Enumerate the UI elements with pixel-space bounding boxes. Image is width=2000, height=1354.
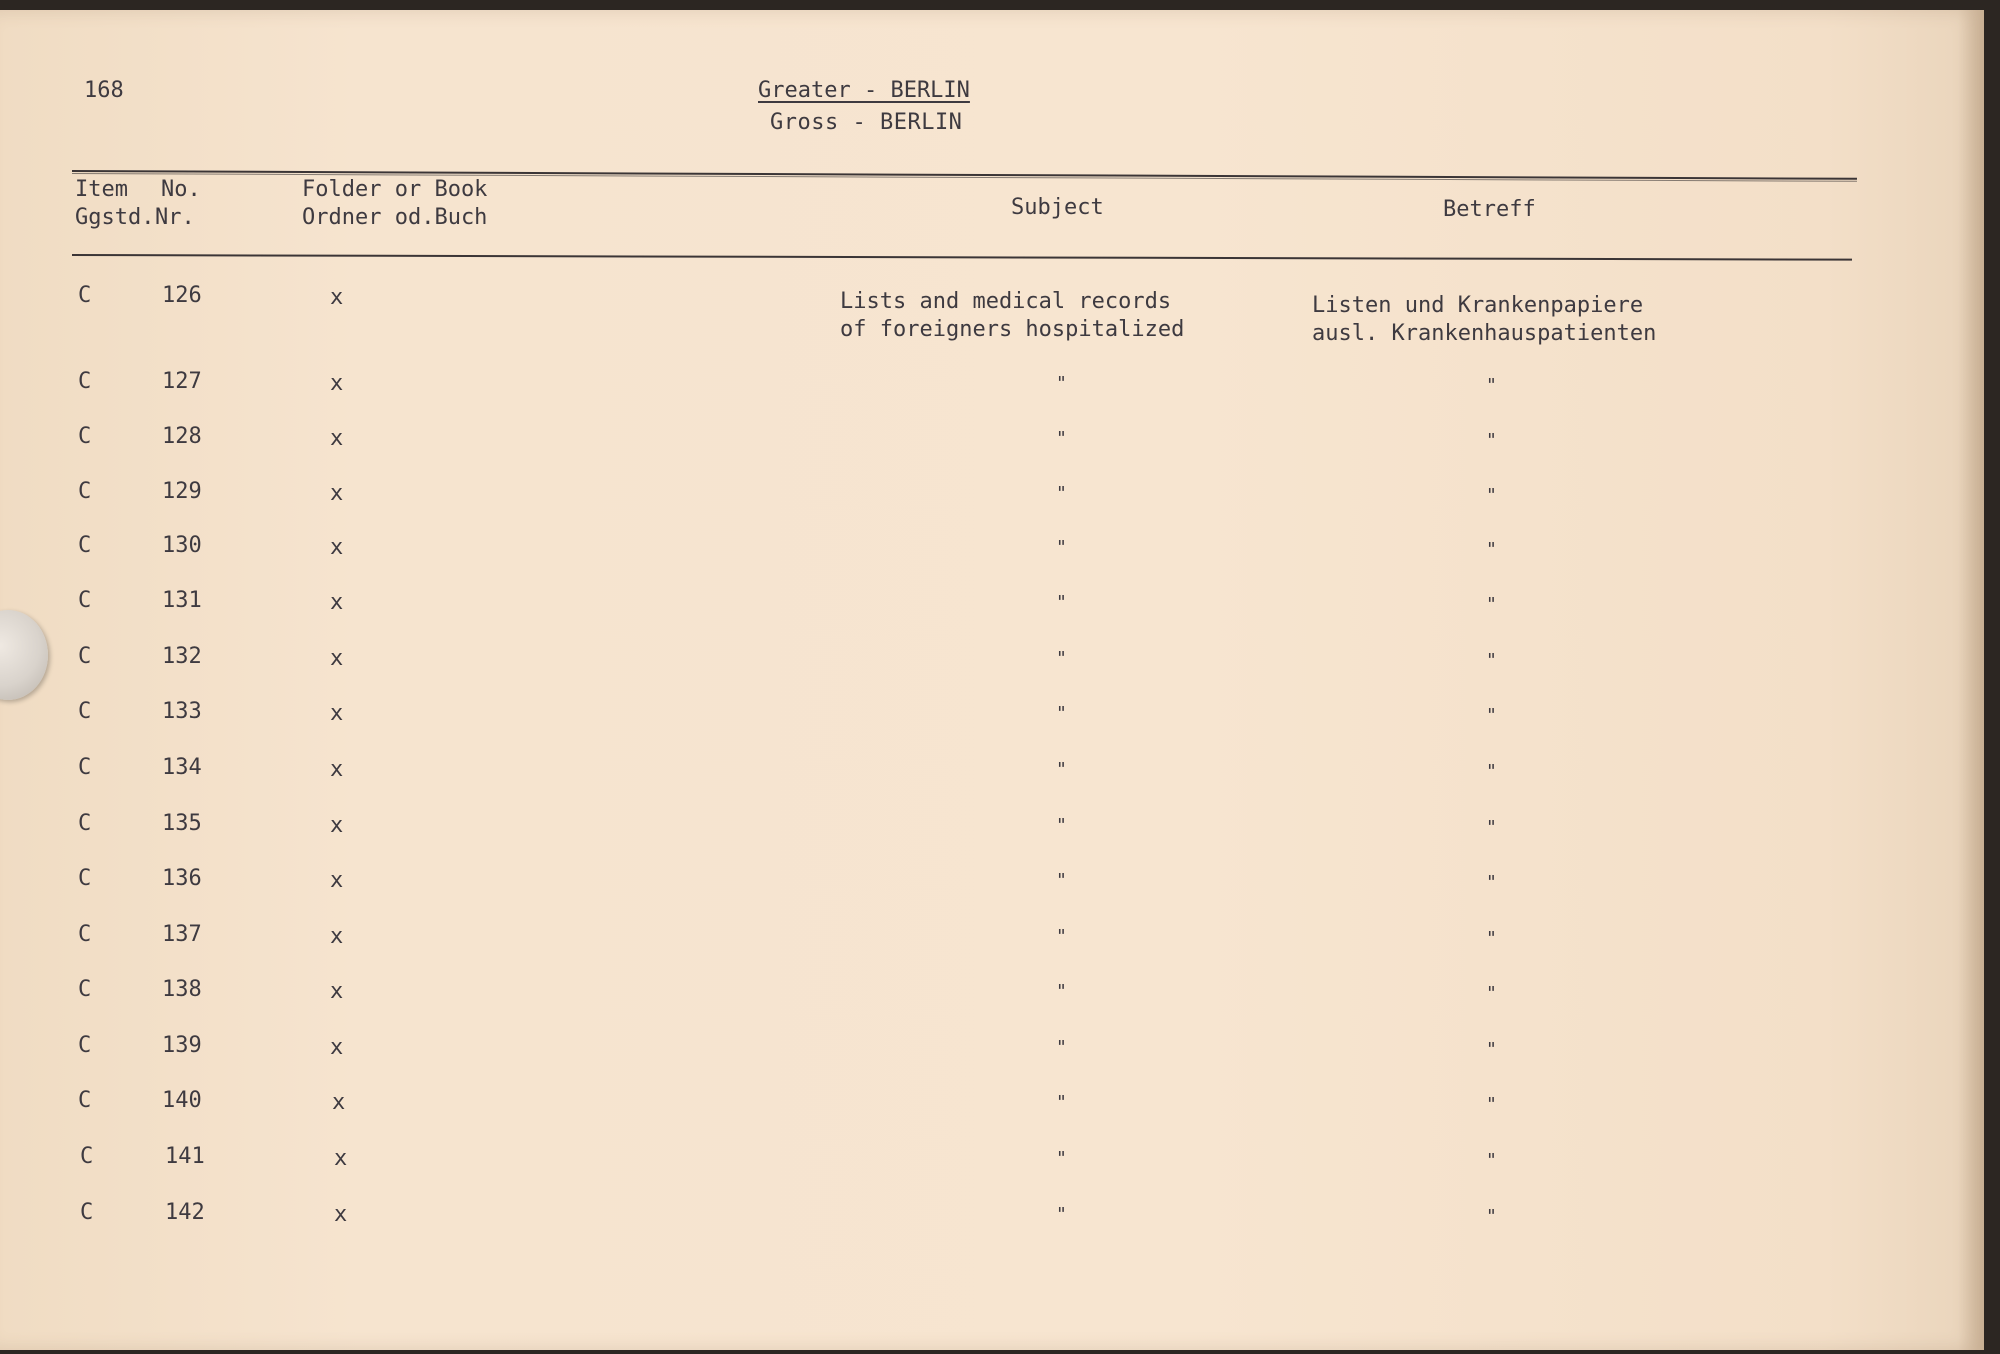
- document-page: [0, 10, 1984, 1350]
- cell-no: 128: [162, 424, 202, 449]
- cell-no: 131: [162, 588, 202, 613]
- cell-subject-ditto: ": [1056, 483, 1067, 504]
- cell-no: 135: [162, 811, 202, 836]
- cell-folder: x: [330, 371, 344, 396]
- cell-item: C: [78, 369, 92, 394]
- cell-subject-ditto: ": [1056, 428, 1067, 449]
- cell-betreff-ditto: ": [1486, 650, 1497, 671]
- header-bottom-rule: [72, 254, 1852, 261]
- cell-item: C: [78, 811, 92, 836]
- cell-folder: x: [330, 1035, 344, 1060]
- cell-item: C: [78, 283, 92, 308]
- cell-no: 133: [162, 699, 202, 724]
- page-subtitle: Gross - BERLIN: [770, 110, 963, 135]
- page-title: Greater - BERLIN: [758, 78, 970, 103]
- cell-folder: x: [330, 813, 344, 838]
- cell-betreff-ditto: ": [1486, 539, 1497, 560]
- cell-no: 127: [162, 369, 202, 394]
- cell-betreff-ditto: ": [1486, 375, 1497, 396]
- cell-betreff-ditto: ": [1486, 872, 1497, 893]
- cell-subject-line1: Lists and medical records: [840, 289, 1172, 314]
- cell-folder: x: [330, 285, 344, 310]
- header-folder-en: Folder or Book: [302, 177, 488, 202]
- cell-subject-ditto: ": [1056, 703, 1067, 724]
- cell-subject-ditto: ": [1056, 981, 1067, 1002]
- cell-item: C: [78, 922, 92, 947]
- cell-folder: x: [334, 1146, 348, 1171]
- cell-folder: x: [330, 426, 344, 451]
- cell-item: C: [78, 479, 92, 504]
- cell-betreff-ditto: ": [1486, 817, 1497, 838]
- cell-subject-ditto: ": [1056, 537, 1067, 558]
- header-folder-de: Ordner od.Buch: [302, 205, 488, 230]
- cell-folder: x: [334, 1202, 348, 1227]
- header-subject: Subject: [1011, 195, 1104, 220]
- cell-no: 140: [162, 1088, 202, 1113]
- cell-item: C: [78, 533, 92, 558]
- cell-item: C: [78, 588, 92, 613]
- cell-betreff-line1: Listen und Krankenpapiere: [1312, 293, 1644, 318]
- cell-betreff-ditto: ": [1486, 1206, 1497, 1227]
- cell-betreff-line2: ausl. Krankenhauspatienten: [1312, 321, 1657, 346]
- cell-no: 130: [162, 533, 202, 558]
- cell-item: C: [80, 1200, 94, 1225]
- cell-item: C: [78, 755, 92, 780]
- cell-item: C: [80, 1144, 94, 1169]
- cell-folder: x: [330, 924, 344, 949]
- cell-subject-ditto: ": [1056, 870, 1067, 891]
- cell-subject-ditto: ": [1056, 926, 1067, 947]
- header-no-de: Nr.: [155, 205, 195, 230]
- cell-folder: x: [330, 757, 344, 782]
- cell-no: 139: [162, 1033, 202, 1058]
- cell-item: C: [78, 424, 92, 449]
- cell-folder: x: [332, 1090, 346, 1115]
- cell-betreff-ditto: ": [1486, 594, 1497, 615]
- cell-no: 138: [162, 977, 202, 1002]
- cell-betreff-ditto: ": [1486, 430, 1497, 451]
- cell-betreff-ditto: ": [1486, 485, 1497, 506]
- cell-folder: x: [330, 701, 344, 726]
- cell-subject-ditto: ": [1056, 815, 1067, 836]
- cell-item: C: [78, 1088, 92, 1113]
- cell-item: C: [78, 977, 92, 1002]
- cell-betreff-ditto: ": [1486, 928, 1497, 949]
- cell-folder: x: [330, 535, 344, 560]
- cell-subject-ditto: ": [1056, 1148, 1067, 1169]
- header-item-en: Item: [75, 177, 128, 202]
- header-item-de: Ggstd.: [75, 205, 155, 230]
- cell-subject-ditto: ": [1056, 759, 1067, 780]
- cell-no: 129: [162, 479, 202, 504]
- cell-no: 134: [162, 755, 202, 780]
- cell-betreff-ditto: ": [1486, 1039, 1497, 1060]
- cell-folder: x: [330, 979, 344, 1004]
- cell-betreff-ditto: ": [1486, 1150, 1497, 1171]
- cell-subject-ditto: ": [1056, 1204, 1067, 1225]
- cell-item: C: [78, 866, 92, 891]
- cell-folder: x: [330, 590, 344, 615]
- header-betreff: Betreff: [1443, 197, 1536, 222]
- cell-no: 141: [165, 1144, 205, 1169]
- cell-subject-line2: of foreigners hospitalized: [840, 317, 1185, 342]
- cell-no: 142: [165, 1200, 205, 1225]
- cell-betreff-ditto: ": [1486, 705, 1497, 726]
- cell-folder: x: [330, 646, 344, 671]
- cell-betreff-ditto: ": [1486, 1094, 1497, 1115]
- cell-no: 136: [162, 866, 202, 891]
- cell-no: 137: [162, 922, 202, 947]
- cell-no: 126: [162, 283, 202, 308]
- cell-subject-ditto: ": [1056, 592, 1067, 613]
- cell-no: 132: [162, 644, 202, 669]
- cell-betreff-ditto: ": [1486, 761, 1497, 782]
- cell-subject-ditto: ": [1056, 373, 1067, 394]
- cell-folder: x: [330, 868, 344, 893]
- page-edge-shadow: [1958, 10, 1984, 1350]
- header-no-en: No.: [161, 177, 201, 202]
- cell-betreff-ditto: ": [1486, 983, 1497, 1004]
- cell-item: C: [78, 644, 92, 669]
- cell-item: C: [78, 699, 92, 724]
- cell-item: C: [78, 1033, 92, 1058]
- page-number: 168: [84, 78, 124, 103]
- cell-subject-ditto: ": [1056, 648, 1067, 669]
- cell-subject-ditto: ": [1056, 1037, 1067, 1058]
- cell-subject-ditto: ": [1056, 1092, 1067, 1113]
- cell-folder: x: [330, 481, 344, 506]
- binder-ring: [0, 610, 48, 700]
